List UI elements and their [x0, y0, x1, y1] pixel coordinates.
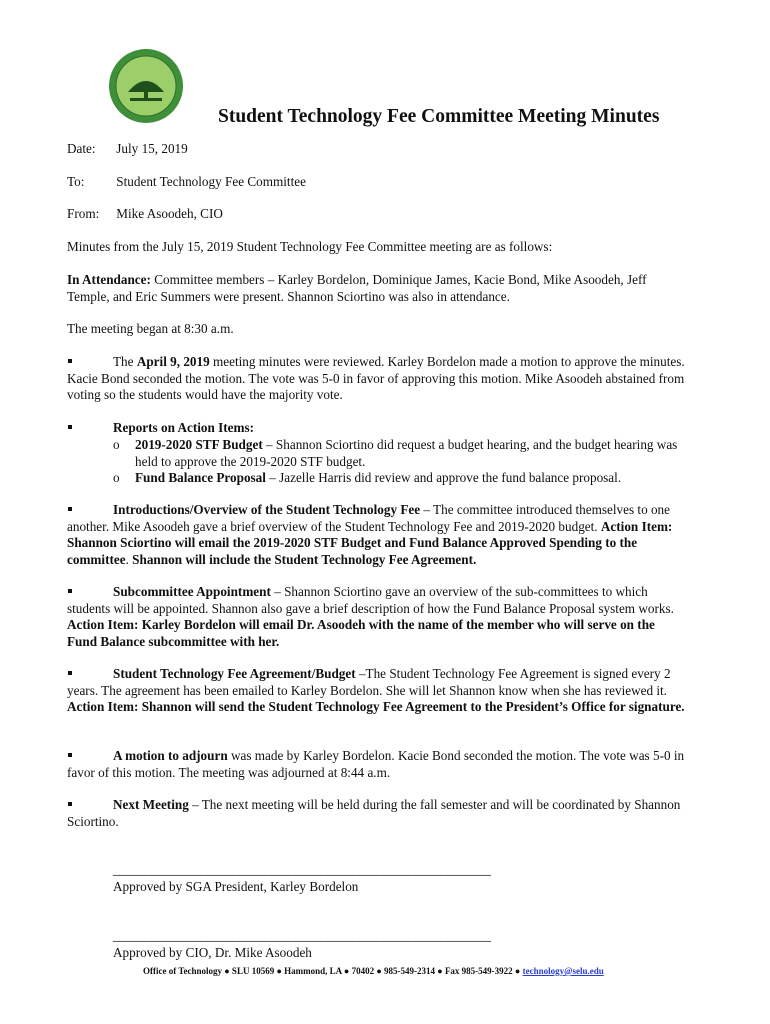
signature-line: ____________________________________________________________ [113, 928, 491, 943]
to-label: To: [67, 174, 85, 189]
item-reports-heading [67, 420, 687, 437]
item5-action: Action Item: Shannon will send the Student Technology Fee Agreement to the President’s Office for signature. [67, 699, 685, 715]
bullet-icon [68, 802, 72, 806]
item-subcommittee [67, 584, 687, 650]
item1-date: April 9, 2019 [136, 354, 210, 369]
attendance-text: Committee members – Karley Bordelon, Dominique James, Kacie Bond, Mike Asoodeh, Jeff Temple, and Eric Summers were present. Shannon Sciortino was also in attendance. [67, 272, 647, 304]
circle-bullet-icon: o [113, 470, 120, 486]
page-title: Student Technology Fee Committee Meeting Minutes [218, 106, 660, 127]
item4-bold: Subcommittee Appointment [113, 584, 271, 599]
from-value: Mike Asoodeh, CIO [116, 206, 223, 221]
item2-heading: Reports on Action Items: [113, 420, 255, 435]
sub2-text: – Jazelle Harris did review and approve the fund balance proposal. [265, 470, 622, 486]
meeting-began: The meeting began at 8:30 a.m. [67, 321, 234, 336]
bullet-icon [68, 425, 72, 429]
footer-email-link[interactable]: technology@selu.edu [522, 966, 604, 976]
item1-text: meeting minutes were reviewed. Karley Bordelon made a motion to approve the minutes. Kacie Bond seconded the motion. The vote was 5-0 in favor of approving this motion. Mike Asoodeh abstained from voting so the students would have the majority vote. [67, 354, 685, 403]
from-line [67, 206, 223, 222]
date-line [67, 141, 188, 157]
item5-bold: Student Technology Fee Agreement/Budget [113, 666, 356, 681]
item7-bold: Next Meeting [113, 797, 189, 812]
attendance-paragraph [67, 272, 687, 305]
date-value: July 15, 2019 [116, 141, 188, 156]
item3-action1: Action Item: Shannon Sciortino will email the 2019-2020 STF Budget and Fund Balance Approved Spending to the committee [67, 518, 673, 567]
attendance-label: In Attendance: [67, 272, 151, 287]
item3-action2: Shannon will include the Student Technology Fee Agreement. [132, 551, 477, 567]
bullet-icon [68, 359, 72, 363]
sub-item-stf-budget [113, 437, 693, 470]
bullet-icon [68, 589, 72, 593]
bullet-icon [68, 753, 72, 757]
item4-action: Action Item: Karley Bordelon will email Dr. Asoodeh with the name of the member who will serve on the Fund Balance subcommittee with her. [67, 617, 655, 649]
item3-text: – The committee introduced themselves to one another. Mike Asoodeh gave a brief overview of the Student Technology Fee and 2019-2020 budget. [67, 502, 670, 534]
sub1-text: – Shannon Sciortino did request a budget hearing, and the budget hearing was held to approve the 2019-2020 STF budget. [135, 437, 678, 469]
item1-pre: The [113, 354, 137, 369]
item4-text: – Shannon Sciortino gave an overview of the sub-committees to which students will be appointed. Shannon also gave a brief description of how the Fund Balance Proposal system works. [67, 584, 674, 616]
item3-sep: . [125, 551, 133, 567]
footer-text: Office of Technology ● SLU 10569 ● Hammond, LA ● 70402 ● 985-549-2314 ● Fax 985-549-3922 ● [143, 966, 523, 976]
item-next-meeting [67, 797, 687, 830]
item6-bold: A motion to adjourn [113, 748, 228, 763]
to-line [67, 174, 306, 190]
item3-bold: Introductions/Overview of the Student Technology Fee [113, 502, 421, 517]
bullet-icon [68, 507, 72, 511]
item-adjourn [67, 748, 687, 781]
to-value: Student Technology Fee Committee [116, 174, 306, 189]
footer [143, 966, 604, 976]
item5-text: –The Student Technology Fee Agreement is signed every 2 years. The agreement has been emailed to Karley Bordelon. She will let Shannon know when she has reviewed it. [67, 666, 671, 698]
reports-sublist [113, 437, 693, 487]
sub1-bold: 2019-2020 STF Budget [135, 437, 263, 452]
bullet-icon [68, 671, 72, 675]
item6-text: was made by Karley Bordelon. Kacie Bond seconded the motion. The vote was 5-0 in favor of this motion. The meeting was adjourned at 8:44 a.m. [67, 748, 685, 780]
intro-paragraph: Minutes from the July 15, 2019 Student Technology Fee Committee meeting are as follows: [67, 239, 553, 254]
sub2-bold: Fund Balance Proposal [135, 470, 266, 486]
item-agreement [67, 666, 687, 716]
circle-bullet-icon: o [113, 437, 120, 452]
signature-cio: Approved by CIO, Dr. Mike Asoodeh [113, 945, 312, 960]
signature-sga-president: Approved by SGA President, Karley Bordelon [113, 879, 359, 894]
item-minutes-review [67, 354, 687, 404]
sub-item-fund-balance [113, 470, 693, 487]
signature-line: ____________________________________________________________ [113, 862, 491, 877]
item-introductions [67, 502, 687, 568]
from-label: From: [67, 206, 100, 221]
item7-text: – The next meeting will be held during the fall semester and will be coordinated by Shannon Sciortino. [67, 797, 681, 829]
date-label: Date: [67, 141, 96, 156]
seal-logo [108, 48, 184, 124]
